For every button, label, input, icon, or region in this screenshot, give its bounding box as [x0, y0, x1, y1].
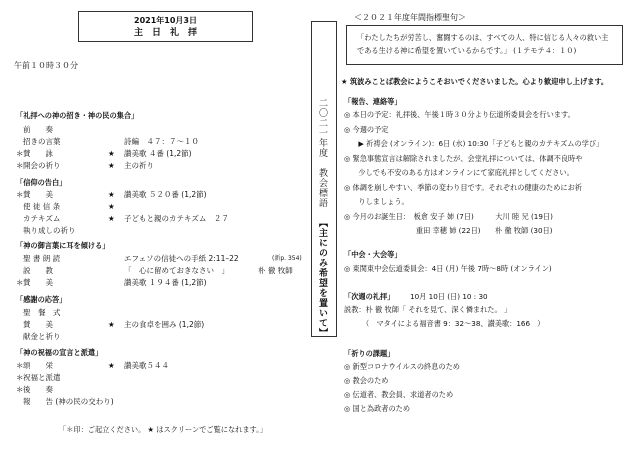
row-label: 賛 詠 — [23, 149, 53, 158]
meeting-item: ◎ 東関東中会伝道委員会：4日 (月) 午後 7時～8時 (オンライン) — [344, 264, 552, 273]
row-content: 讃美歌 １９４番 (1,2節) — [124, 278, 207, 287]
verse-line: 「わたしたちが労苦し、奮闘するのは、すべての人、特に信じる人々の救い主 — [357, 33, 609, 42]
order-row — [0, 253, 300, 264]
row-star: ★ — [108, 320, 115, 329]
row-note: 朴 徹 牧師 — [258, 266, 293, 275]
row-label: 祝福と派遣 — [23, 373, 61, 382]
verse-line: である生ける神に希望を置いているからです。」 (１テモテ４：１０) — [357, 46, 577, 55]
report-item: ◎ 今月のお誕生日： 板倉 安子 姉 (7日) 大川 睦 兄 (19日) — [344, 211, 553, 221]
row-mark: ＊ — [16, 361, 24, 370]
motto-heading: 二〇二一年度 教会標語 — [317, 98, 327, 208]
meetings-heading: 「中会・大会等」 — [344, 250, 402, 259]
order-row — [0, 201, 300, 212]
report-item: ◎ 本日の予定：礼拝後、午後１時３０分より伝道所委員会を行います。 — [344, 110, 575, 119]
row-content: 讃美歌 ５２０番 (1,2節) — [124, 190, 207, 199]
next-service-line: 説教：朴 徹 牧師「 それを見て、深く憐まれた。 」 — [344, 305, 512, 314]
report-item: ◎ 体調を崩しやすい、季節の変わり目です。それぞれの健康のためにお祈 — [344, 182, 582, 192]
row-label: 献金と祈り — [23, 332, 61, 341]
order-row — [0, 136, 300, 147]
row-content: 「 心に留めておきなさい 」 — [124, 266, 229, 275]
service-time: 午前１０時３０分 — [14, 61, 78, 70]
row-label: 頌 栄 — [23, 361, 53, 370]
order-of-worship — [0, 0, 310, 452]
row-label: カテキズム — [23, 214, 61, 223]
row-mark: ＊ — [16, 278, 24, 287]
section-heading: 「礼拝への神の招き・神の民の集合」 — [16, 111, 139, 120]
row-label: 報 告 (神の民の交わり) — [23, 397, 114, 406]
verse-title: ＜２０２１年度年間指標聖句＞ — [354, 13, 466, 22]
row-label: 後 奏 — [23, 385, 53, 394]
prayer-item: ◎ 伝道者、教会員、求道者のため — [344, 390, 454, 399]
row-label: 執り成しの祈り — [23, 226, 76, 235]
prayer-item: ◎ 国と為政者のため — [344, 404, 411, 413]
report-item: ▶ 祈祷会 (オンライン)：6日 (水) 10:30「子どもと親のカテキズムの学び」 — [344, 139, 604, 148]
row-star: ★ — [108, 202, 115, 211]
row-label: 賛 美 — [23, 190, 53, 199]
prayer-item: ◎ 新型コロナウイルスの終息のため — [344, 362, 460, 371]
row-label: 開会の祈り — [23, 161, 61, 170]
row-star: ★ — [108, 161, 115, 170]
section-heading: 「神の祝福の宣言と派遣」 — [16, 348, 103, 357]
report-item: 少しでも不安のある方はオンラインにて家庭礼拝としてください。 — [344, 168, 574, 177]
section-heading: 「感謝の応答」 — [16, 295, 67, 304]
row-label: 使 徒 信 条 — [23, 202, 61, 211]
row-mark: ＊ — [16, 161, 24, 170]
row-label: 賛 美 — [23, 278, 53, 287]
row-note: (新p. 354) — [272, 255, 302, 262]
row-star: ★ — [108, 149, 115, 158]
row-star: ★ — [108, 214, 115, 223]
footnote: 「＊印：ご起立ください。 ★ はスクリーンでご覧になれます。」 — [59, 425, 267, 434]
row-label: 賛 美 — [23, 320, 53, 329]
next-service-date: 10月 10日 (日) 10 : 30 — [410, 292, 488, 301]
row-content: 主の祈り — [124, 161, 154, 170]
row-content: 子どもと親のカテキズム ２７ — [124, 214, 229, 223]
row-label: 招きの言葉 — [23, 137, 61, 146]
reports-heading: 「報告、連絡等」 — [344, 97, 402, 106]
order-row — [0, 265, 300, 276]
prayer-item: ◎ 教会のため — [344, 376, 389, 385]
report-item: りしましょう。 — [344, 197, 409, 206]
order-row — [0, 331, 300, 342]
order-row — [0, 160, 300, 171]
order-row — [0, 396, 300, 407]
section-heading: 「信仰の告白」 — [16, 178, 67, 187]
next-service-heading: 「次週の礼拝」 — [344, 292, 395, 301]
order-row — [0, 384, 300, 395]
row-mark: ＊ — [16, 190, 24, 199]
order-row — [0, 319, 300, 330]
service-title: 主 日 礼 拝 — [133, 28, 197, 38]
row-label: 前 奏 — [23, 125, 53, 134]
row-content: 詩編 ４７：７～１０ — [124, 137, 199, 146]
motto-text: 【主にのみ希望を置いて】 — [317, 218, 327, 338]
row-mark: ＊ — [16, 385, 24, 394]
row-label: 説 教 — [23, 266, 53, 275]
next-service-line: （ マタイによる福音書 9：32～38、讃美歌：166 ） — [344, 319, 545, 328]
row-content: 讃美歌５４４ — [124, 361, 169, 370]
section-heading: 「神の御言葉に耳を傾ける」 — [16, 241, 110, 250]
order-row — [0, 360, 300, 371]
row-mark: ＊ — [16, 373, 24, 382]
verse-box — [346, 25, 623, 65]
report-item: ◎ 今週の予定 — [344, 124, 389, 134]
report-item: 重田 幸穂 姉 (22日) 朴 徹 牧師 (30日) — [344, 226, 553, 235]
row-mark: ＊ — [16, 149, 24, 158]
row-star: ★ — [108, 361, 115, 370]
report-item: ◎ 緊急事態宣言は解除されましたが、会堂礼拝については、体調不良時や — [344, 153, 583, 163]
order-row — [0, 124, 300, 135]
row-label: 聖 書 朗 読 — [23, 254, 61, 263]
order-row — [0, 372, 300, 383]
order-row — [0, 213, 300, 224]
service-date: 2021年10月3日 — [134, 16, 197, 25]
row-content: 讃美歌 ４番 (1,2節) — [124, 149, 192, 158]
row-content: エフェソの信徒への手紙 2:11–22 — [124, 254, 239, 263]
row-star: ★ — [108, 190, 115, 199]
order-row — [0, 307, 300, 318]
row-content: 主の食卓を囲み (1,2節) — [124, 320, 205, 329]
welcome-text: ★ 筑波みことば教会にようこそおいでくださいました。心より歓迎申し上げます。 — [341, 77, 609, 86]
row-label: 聖 餐 式 — [23, 308, 61, 317]
order-row — [0, 189, 300, 200]
order-row — [0, 277, 300, 288]
order-row — [0, 148, 300, 159]
prayer-heading: 「祈りの課題」 — [344, 349, 395, 358]
order-row — [0, 225, 300, 236]
